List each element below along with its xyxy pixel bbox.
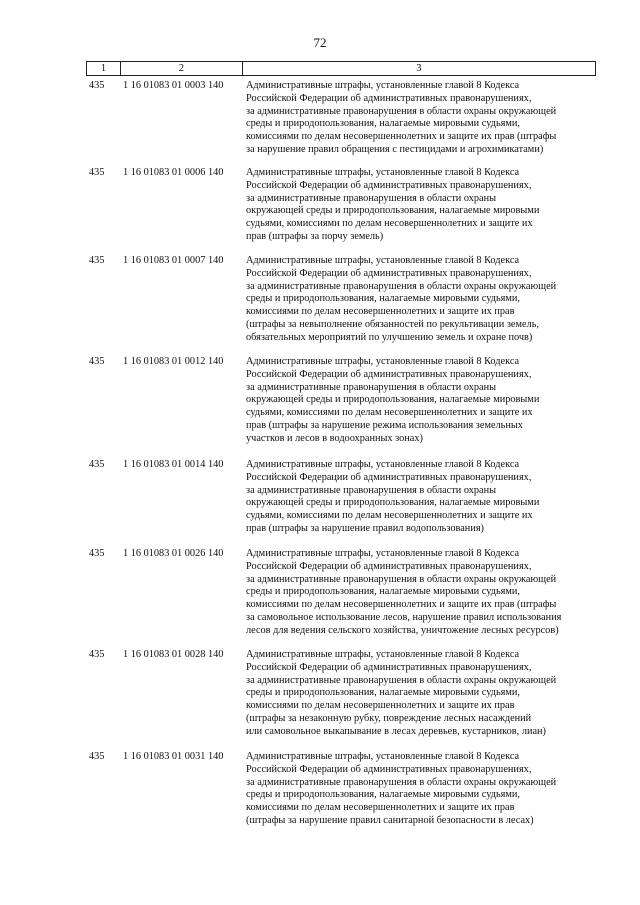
admin-code: 435 bbox=[89, 459, 105, 470]
description-line: лесов для ведения сельского хозяйства, уничтожение лесных ресурсов) bbox=[246, 624, 559, 636]
description-line: комиссиями по делам несовершеннолетних и защите их прав bbox=[246, 802, 515, 814]
description-line: за административные правонарушения в области охраны окружающей bbox=[246, 280, 557, 292]
admin-code: 435 bbox=[89, 167, 105, 178]
description bbox=[242, 167, 606, 244]
description-line: Российской Федерации об административных правонарушениях, bbox=[246, 560, 532, 572]
table-row bbox=[86, 80, 606, 157]
admin-code: 435 bbox=[89, 649, 105, 660]
header-col-1: 1 bbox=[87, 62, 121, 75]
description-line: комиссиями по делам несовершеннолетних и защите их прав bbox=[246, 306, 515, 318]
description bbox=[242, 459, 606, 536]
description-line: судьями, комиссиями по делам несовершеннолетних и защите их bbox=[246, 510, 533, 522]
description-line: комиссиями по делам несовершеннолетних и защите их прав (штрафы bbox=[246, 131, 557, 143]
description-line: Административные штрафы, установленные главой 8 Кодекса bbox=[246, 459, 520, 470]
description-line: Административные штрафы, установленные главой 8 Кодекса bbox=[246, 167, 520, 178]
description-line: Российской Федерации об административных правонарушениях, bbox=[246, 763, 532, 775]
description-line: прав (штрафы за нарушение правил водопользования) bbox=[246, 522, 484, 534]
description-line: (штрафы за невыполнение обязанностей по рекультивации земель, bbox=[246, 318, 539, 330]
description-line: Российской Федерации об административных правонарушениях, bbox=[246, 471, 532, 483]
description bbox=[242, 548, 606, 638]
admin-code: 435 bbox=[89, 255, 105, 266]
admin-code: 435 bbox=[89, 751, 105, 762]
description-line: (штрафы за незаконную рубку, повреждение лесных насаждений bbox=[246, 712, 532, 724]
description-line: среды и природопользования, налагаемые мировыми судьями, bbox=[246, 789, 520, 801]
description-line: комиссиями по делам несовершеннолетних и защите их прав (штрафы bbox=[246, 599, 557, 611]
header-col-2: 2 bbox=[121, 62, 243, 75]
description-line: (штрафы за нарушение правил санитарной безопасности в лесах) bbox=[246, 814, 534, 826]
header-col-3: 3 bbox=[243, 62, 596, 75]
description-line: прав (штрафы за порчу земель) bbox=[246, 230, 384, 242]
budget-code: 1 16 01083 01 0026 140 bbox=[123, 548, 224, 559]
budget-code: 1 16 01083 01 0006 140 bbox=[123, 167, 224, 178]
budget-code: 1 16 01083 01 0028 140 bbox=[123, 649, 224, 660]
description-line: судьями, комиссиями по делам несовершеннолетних и защите их bbox=[246, 407, 533, 419]
description bbox=[242, 356, 606, 446]
description-line: Российской Федерации об административных правонарушениях, bbox=[246, 92, 532, 104]
table-row bbox=[86, 751, 606, 828]
table-row bbox=[86, 356, 606, 446]
description-line: среды и природопользования, налагаемые мировыми судьями, bbox=[246, 293, 520, 305]
budget-code: 1 16 01083 01 0031 140 bbox=[123, 751, 224, 762]
description-line: Административные штрафы, установленные главой 8 Кодекса bbox=[246, 356, 520, 367]
admin-code: 435 bbox=[89, 548, 105, 559]
description-line: Административные штрафы, установленные главой 8 Кодекса bbox=[246, 751, 520, 762]
table-row bbox=[86, 649, 606, 739]
description-line: Административные штрафы, установленные главой 8 Кодекса bbox=[246, 255, 520, 266]
page-number: 72 bbox=[313, 35, 327, 50]
description bbox=[242, 80, 606, 157]
description-line: за административные правонарушения в области охраны bbox=[246, 381, 497, 393]
description-line: обязательных мероприятий по улучшению земель и охране почв) bbox=[246, 331, 533, 343]
description-line: окружающей среды и природопользования, налагаемые мировыми bbox=[246, 205, 540, 217]
header-row bbox=[86, 61, 596, 76]
description bbox=[242, 255, 606, 345]
description-line: судьями, комиссиями по делам несовершеннолетних и защите их bbox=[246, 218, 533, 230]
budget-code: 1 16 01083 01 0003 140 bbox=[123, 80, 224, 91]
description-line: среды и природопользования, налагаемые мировыми судьями, bbox=[246, 118, 520, 130]
description-line: Административные штрафы, установленные главой 8 Кодекса bbox=[246, 80, 520, 91]
description-line: за административные правонарушения в области охраны окружающей bbox=[246, 674, 557, 686]
description-line: среды и природопользования, налагаемые мировыми судьями, bbox=[246, 586, 520, 598]
description-line: Российской Федерации об административных правонарушениях, bbox=[246, 661, 532, 673]
description-line: за самовольное использование лесов, нарушение правил использования bbox=[246, 611, 562, 623]
description-line: за нарушение правил обращения с пестицидами и агрохимикатами) bbox=[246, 143, 544, 155]
table-row bbox=[86, 548, 606, 638]
description-line: за административные правонарушения в области охраны окружающей bbox=[246, 776, 557, 788]
table-row bbox=[86, 167, 606, 244]
description-line: за административные правонарушения в области охраны окружающей bbox=[246, 105, 557, 117]
description-line: Административные штрафы, установленные главой 8 Кодекса bbox=[246, 548, 520, 559]
description-line: или самовольное выкапывание в лесах деревьев, кустарников, лиан) bbox=[246, 725, 546, 737]
description bbox=[242, 649, 606, 739]
table-row bbox=[86, 255, 606, 345]
description-line: Российской Федерации об административных правонарушениях, bbox=[246, 368, 532, 380]
description-line: за административные правонарушения в области охраны bbox=[246, 484, 497, 496]
description-line: Российской Федерации об административных правонарушениях, bbox=[246, 179, 532, 191]
description-line: участков и лесов в водоохранных зонах) bbox=[246, 432, 423, 444]
description-line: Российской Федерации об административных правонарушениях, bbox=[246, 267, 532, 279]
description-line: прав (штрафы за нарушение режима использования земельных bbox=[246, 419, 523, 431]
description bbox=[242, 751, 606, 828]
description-line: комиссиями по делам несовершеннолетних и защите их прав bbox=[246, 700, 515, 712]
budget-code: 1 16 01083 01 0012 140 bbox=[123, 356, 224, 367]
table-row bbox=[86, 459, 606, 536]
description-line: среды и природопользования, налагаемые мировыми судьями, bbox=[246, 687, 520, 699]
table-header bbox=[86, 61, 596, 76]
admin-code: 435 bbox=[89, 80, 105, 91]
description-line: окружающей среды и природопользования, налагаемые мировыми bbox=[246, 497, 540, 509]
description-line: за административные правонарушения в области охраны окружающей bbox=[246, 573, 557, 585]
admin-code: 435 bbox=[89, 356, 105, 367]
budget-code: 1 16 01083 01 0007 140 bbox=[123, 255, 224, 266]
description-line: окружающей среды и природопользования, налагаемые мировыми bbox=[246, 394, 540, 406]
description-line: Административные штрафы, установленные главой 8 Кодекса bbox=[246, 649, 520, 660]
description-line: за административные правонарушения в области охраны bbox=[246, 192, 497, 204]
budget-code: 1 16 01083 01 0014 140 bbox=[123, 459, 224, 470]
